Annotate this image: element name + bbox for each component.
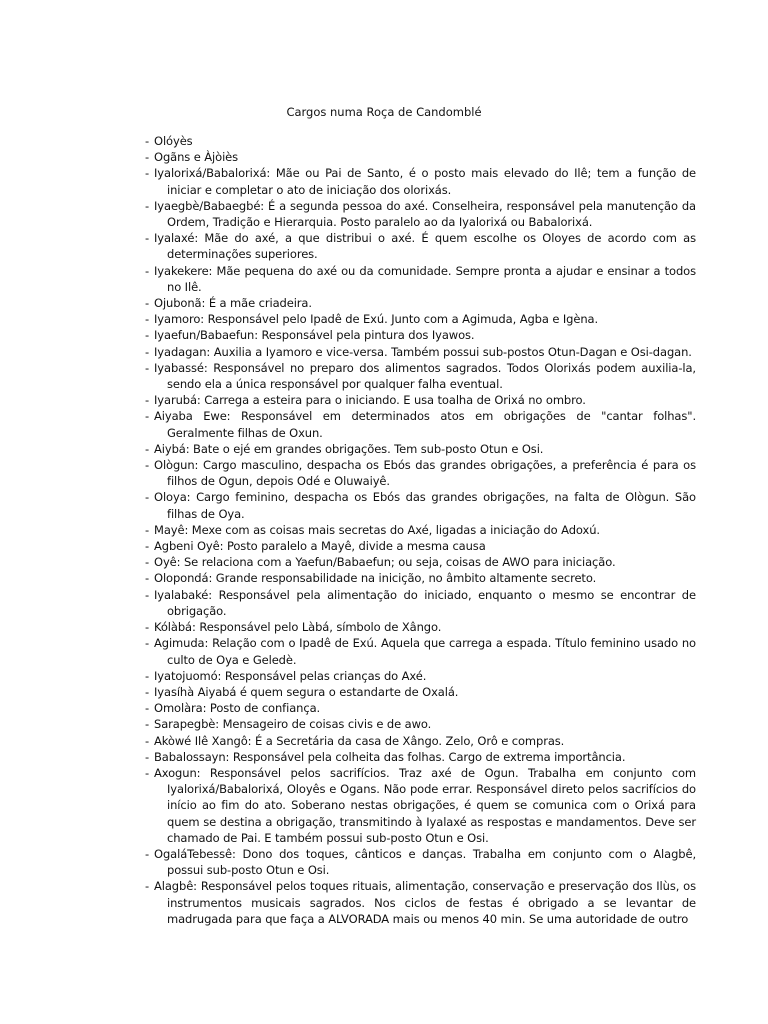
document-title: Cargos numa Roça de Candomblé bbox=[286, 105, 482, 119]
list-item: - Iyasíhà Aiyabá é quem segura o estandarte de Oxalá. bbox=[145, 684, 696, 700]
list-item: - Axogun: Responsável pelos sacrifícios. Traz axé de Ogun. Trabalha em conjunto com Iyalorixá/Babalorixá, Oloyês e Ogans. Não pode errar. Responsável direto pelos sacrifícios do início ao fim do ato. Soberano nestas obrigações, é quem se comunica com o Orixá para quem se destina a obrigação, transmitindo à Iyalaxé as respostas e mandamentos. Deve ser chamado de Pai. E também possui sub-posto Otun e Osi. bbox=[145, 765, 696, 846]
list-item: - Alagbê: Responsável pelos toques rituais, alimentação, conservação e preservação dos Ilùs, os instrumentos musicais sagrados. Nos ciclos de festas é obrigado a se levantar de madrugada para que faça a ALVORADA mais ou menos 40 min. Se uma autoridade de outro bbox=[145, 878, 696, 927]
list-item: - Iyadagan: Auxilia a Iyamoro e vice-versa. Também possui sub-postos Otun-Dagan e Osi-dagan. bbox=[145, 344, 696, 360]
roles-list bbox=[145, 133, 696, 927]
list-item: - Iyalorixá/Babalorixá: Mãe ou Pai de Santo, é o posto mais elevado do Ilê; tem a função de iniciar e completar o ato de iniciação dos olorixás. bbox=[145, 165, 696, 197]
list-item: - Ogãns e Àjòiès bbox=[145, 149, 696, 165]
list-item: - Iyabassé: Responsável no preparo dos alimentos sagrados. Todos Olorixás podem auxilia-la, sendo ela a única responsável por qualquer falha eventual. bbox=[145, 360, 696, 392]
list-item: - Kólàbá: Responsável pelo Làbá, símbolo de Xângo. bbox=[145, 619, 696, 635]
list-item: - Omolàra: Posto de confiança. bbox=[145, 700, 696, 716]
list-item: - Iyarubá: Carrega a esteira para o iniciando. E usa toalha de Orixá no ombro. bbox=[145, 392, 696, 408]
list-item: - Sarapegbè: Mensageiro de coisas civis e de awo. bbox=[145, 716, 696, 732]
list-item: - Mayê: Mexe com as coisas mais secretas do Axé, ligadas a iniciação do Adoxú. bbox=[145, 522, 696, 538]
list-item: - Akòwé Ilê Xangô: É a Secretária da casa de Xângo. Zelo, Orô e compras. bbox=[145, 733, 696, 749]
list-item: - Oyê: Se relaciona com a Yaefun/Babaefun; ou seja, coisas de AWO para iniciação. bbox=[145, 554, 696, 570]
list-item: - Aiyaba Ewe: Responsável em determinados atos em obrigações de "cantar folhas". Geralmente filhas de Oxun. bbox=[145, 408, 696, 440]
list-item: - Olóyès bbox=[145, 133, 696, 149]
list-item: - Agimuda: Relação com o Ipadê de Exú. Aquela que carrega a espada. Título feminino usado no culto de Oya e Geledè. bbox=[145, 635, 696, 667]
list-item: - Iyaegbè/Babaegbé: É a segunda pessoa do axé. Conselheira, responsável pela manutenção da Ordem, Tradição e Hierarquia. Posto paralelo ao da Iyalorixá ou Babalorixá. bbox=[145, 198, 696, 230]
list-item: - Agbeni Oyê: Posto paralelo a Mayê, divide a mesma causa bbox=[145, 538, 696, 554]
list-item: - OgaláTebessê: Dono dos toques, cânticos e danças. Trabalha em conjunto com o Alagbê, possui sub-posto Otun e Osi. bbox=[145, 846, 696, 878]
list-item: - Iyaefun/Babaefun: Responsável pela pintura dos Iyawos. bbox=[145, 327, 696, 343]
list-item: - Iyatojuomó: Responsável pelas crianças do Axé. bbox=[145, 668, 696, 684]
list-item: - Iyakekere: Mãe pequena do axé ou da comunidade. Sempre pronta a ajudar e ensinar a todos no Ilê. bbox=[145, 263, 696, 295]
list-item: - Iyalaxé: Mãe do axé, a que distribui o axé. É quem escolhe os Oloyes de acordo com as determinações superiores. bbox=[145, 230, 696, 262]
list-item: - Iyalabaké: Responsável pela alimentação do iniciado, enquanto o mesmo se encontrar de obrigação. bbox=[145, 587, 696, 619]
list-item: - Olopondá: Grande responsabilidade na inicição, no âmbito altamente secreto. bbox=[145, 570, 696, 586]
list-item: - Oloya: Cargo feminino, despacha os Ebós das grandes obrigações, na falta de Ològun. São filhas de Oya. bbox=[145, 489, 696, 521]
list-item: - Ojubonã: É a mãe criadeira. bbox=[145, 295, 696, 311]
list-item: - Aiybá: Bate o ejé em grandes obrigações. Tem sub-posto Otun e Osi. bbox=[145, 441, 696, 457]
list-item: - Babalossayn: Responsável pela colheita das folhas. Cargo de extrema importância. bbox=[145, 749, 696, 765]
list-item: - Iyamoro: Responsável pelo Ipadê de Exú. Junto com a Agimuda, Agba e Igèna. bbox=[145, 311, 696, 327]
list-item: - Ològun: Cargo masculino, despacha os Ebós das grandes obrigações, a preferência é para os filhos de Ogun, depois Odé e Oluwaiyê. bbox=[145, 457, 696, 489]
